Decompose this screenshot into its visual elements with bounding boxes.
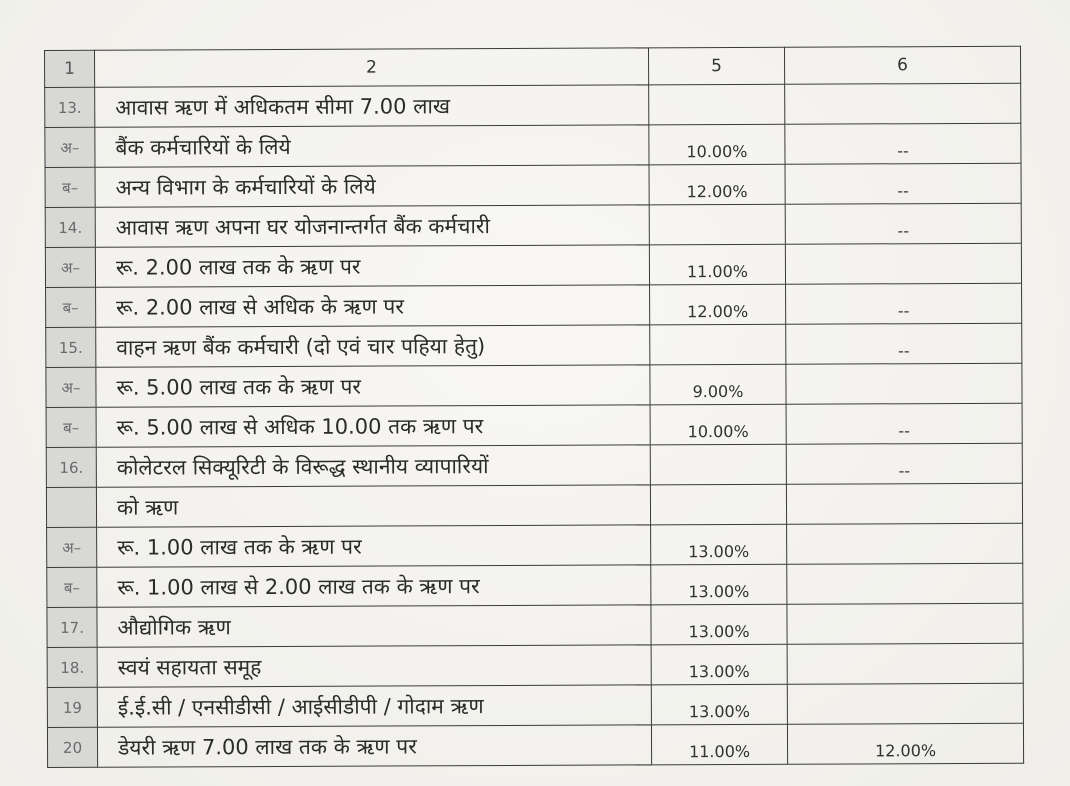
row-rate-col-6	[787, 523, 1023, 564]
row-rate-col-5: 9.00%	[650, 364, 786, 405]
row-rate-col-6	[786, 363, 1022, 404]
row-rate-col-5	[650, 484, 786, 525]
row-number: अ–	[45, 127, 95, 167]
row-number: 15.	[46, 327, 96, 367]
table-row	[45, 203, 1021, 247]
table-row	[46, 283, 1022, 327]
row-rate-col-5: 10.00%	[649, 124, 785, 165]
row-rate-col-5: 13.00%	[651, 564, 787, 605]
table-row	[45, 123, 1021, 167]
header-col-6: 6	[784, 46, 1020, 84]
row-rate-col-5	[649, 84, 785, 125]
table-row	[46, 323, 1022, 367]
table-header-row	[45, 46, 1021, 87]
row-description: रू. 2.00 लाख तक के ऋण पर	[95, 245, 649, 287]
row-description: रू. 5.00 लाख से अधिक 10.00 तक ऋण पर	[96, 405, 650, 447]
row-description: आवास ऋण अपना घर योजनान्तर्गत बैंक कर्मचारी	[95, 205, 649, 247]
table-row	[47, 643, 1023, 687]
header-col-5: 5	[648, 47, 784, 85]
row-rate-col-6	[787, 683, 1023, 724]
header-col-1: 1	[45, 50, 95, 87]
row-number: 13.	[45, 87, 95, 127]
table-row	[47, 523, 1023, 567]
row-number: ब–	[46, 287, 96, 327]
row-description: ई.ई.सी / एनसीडीसी / आईसीडीपी / गोदाम ऋण	[97, 685, 651, 727]
row-number: अ–	[47, 527, 97, 567]
table-row	[47, 563, 1023, 607]
table-row	[47, 723, 1023, 767]
row-rate-col-6: --	[786, 323, 1022, 364]
row-number	[46, 487, 96, 527]
row-rate-col-6: --	[786, 443, 1022, 484]
row-number: 19	[47, 687, 97, 727]
row-number: अ–	[45, 247, 95, 287]
interest-rate-table	[44, 46, 1024, 768]
row-number: 17.	[47, 607, 97, 647]
row-description: वाहन ऋण बैंक कर्मचारी (दो एवं चार पहिया हेतु)	[96, 325, 650, 367]
row-rate-col-6	[786, 483, 1022, 524]
row-rate-col-5: 10.00%	[650, 404, 786, 445]
row-description: रू. 5.00 लाख तक के ऋण पर	[96, 365, 650, 407]
row-rate-col-6: --	[785, 203, 1021, 244]
table-row	[46, 403, 1022, 447]
row-rate-col-5: 13.00%	[651, 684, 787, 725]
row-rate-col-5	[650, 444, 786, 485]
row-description: रू. 1.00 लाख तक के ऋण पर	[97, 525, 651, 567]
table-row	[46, 483, 1022, 527]
table-row	[47, 683, 1023, 727]
row-rate-col-5: 12.00%	[649, 164, 785, 205]
row-number: 20	[47, 727, 97, 767]
row-description: आवास ऋण में अधिकतम सीमा 7.00 लाख	[95, 85, 649, 127]
row-rate-col-5: 11.00%	[649, 244, 785, 285]
row-rate-col-6	[787, 603, 1023, 644]
row-description: स्वयं सहायता समूह	[97, 645, 651, 687]
table-row	[45, 163, 1021, 207]
table-row	[47, 603, 1023, 647]
row-rate-col-6: --	[786, 403, 1022, 444]
row-rate-col-6	[785, 243, 1021, 284]
row-number: 18.	[47, 647, 97, 687]
row-description: औद्योगिक ऋण	[97, 605, 651, 647]
row-number: ब–	[45, 167, 95, 207]
row-description: अन्य विभाग के कर्मचारियों के लिये	[95, 165, 649, 207]
header-col-2: 2	[95, 48, 649, 87]
row-number: 16.	[46, 447, 96, 487]
row-rate-col-5: 11.00%	[651, 724, 787, 765]
table-row	[46, 443, 1022, 487]
row-description: को ऋण	[96, 485, 650, 527]
row-description: रू. 1.00 लाख से 2.00 लाख तक के ऋण पर	[97, 565, 651, 607]
row-rate-col-5: 13.00%	[651, 644, 787, 685]
row-rate-col-5	[649, 204, 785, 245]
row-rate-col-6: --	[785, 123, 1021, 164]
row-rate-col-6	[785, 83, 1021, 124]
row-rate-col-6: --	[785, 163, 1021, 204]
row-number: अ–	[46, 367, 96, 407]
table-row	[46, 363, 1022, 407]
row-rate-col-5: 13.00%	[651, 604, 787, 645]
row-description: रू. 2.00 लाख से अधिक के ऋण पर	[96, 285, 650, 327]
row-description: बैंक कर्मचारियों के लिये	[95, 125, 649, 167]
row-rate-col-5: 13.00%	[651, 524, 787, 565]
table-row	[45, 83, 1021, 127]
table-row	[45, 243, 1021, 287]
row-rate-col-5	[650, 324, 786, 365]
row-rate-col-6: --	[786, 283, 1022, 324]
row-number: ब–	[46, 407, 96, 447]
row-description: डेयरी ऋण 7.00 लाख तक के ऋण पर	[97, 725, 651, 767]
row-rate-col-6: 12.00%	[787, 723, 1023, 764]
row-rate-col-6	[787, 643, 1023, 684]
row-number: ब–	[47, 567, 97, 607]
row-number: 14.	[45, 207, 95, 247]
row-description: कोलेटरल सिक्यूरिटी के विरूद्ध स्थानीय व्यापारियों	[96, 445, 650, 487]
row-rate-col-6	[787, 563, 1023, 604]
row-rate-col-5: 12.00%	[650, 284, 786, 325]
